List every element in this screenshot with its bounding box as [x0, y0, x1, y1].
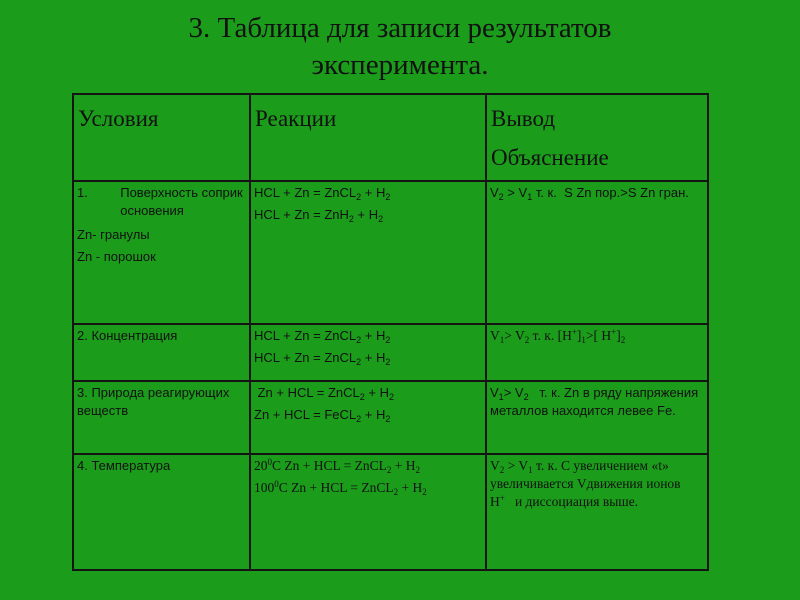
header-conclusion-line2: Объяснение — [491, 145, 609, 170]
row1-title: Поверхность соприкосновения — [120, 185, 243, 218]
row1-powder: Zn - порошок — [77, 249, 156, 264]
row2-reaction2: HCL + Zn = ZnCL$_2$ + $H_2$ — [254, 350, 391, 367]
row2-reaction1: HCL + Zn = ZnCL$_2$ + $H_2$ — [254, 328, 391, 345]
row1-reaction1: HCL + Zn = ZnCL$_2$ + $H_2$ — [254, 185, 391, 202]
row2-condition: 2. Концентрация — [73, 324, 250, 381]
row3-reactions — [250, 381, 486, 454]
row1-condition — [73, 181, 250, 324]
row2-reactions — [250, 324, 486, 381]
row4-conclusion: $V_2 > V_1$ т. к. С увеличением «t» увеличивается Vдвижения ионов H+ и диссоциация выше. — [486, 454, 708, 570]
header-reactions: Реакции — [250, 94, 486, 181]
title-line-2: эксперимента. — [311, 49, 489, 81]
row4-reaction1: $20^0С$ Zn + HCL = ZnCL$_2$ + $H_2$ — [254, 457, 420, 475]
row4-condition: 4. Температура — [73, 454, 250, 570]
row3-reaction2: Zn + HCL = FeCL$_2$ + $H_2$ — [254, 407, 391, 424]
header-conclusion-line1: Вывод — [491, 106, 556, 131]
results-table — [72, 93, 709, 571]
title-line-1: 3. Таблица для записи результатов — [188, 12, 612, 44]
row1-reactions — [250, 181, 486, 324]
row1-number: 1. — [77, 185, 88, 200]
slide-title — [0, 10, 800, 84]
row1-reaction2: HCL + $Zn = ZnH_2 + H_2$ — [254, 207, 384, 224]
header-row — [73, 94, 708, 181]
row2-conclusion: $V_1> V_2$ т. к. $[H^+]_1>$[ $H^+]_2$ — [486, 324, 708, 381]
row4-reactions — [250, 454, 486, 570]
row1-conclusion: $V_2 > V_1$ т. к. S Zn пор.>S Zn гран. — [486, 181, 708, 324]
table-row — [73, 381, 708, 454]
row3-conclusion: $V_1> V_2$ т. к. Zn в ряду напряжения металлов находится левее Fe. — [486, 381, 708, 454]
row4-reaction2: $100^0С$ Zn + HCL = ZnCL$_2$ + $H_2$ — [254, 479, 427, 497]
row1-granules: Zn- гранулы — [77, 227, 150, 242]
row3-condition: 3. Природа реагирующих веществ — [73, 381, 250, 454]
row1-condition-item — [77, 184, 246, 220]
table-row — [73, 181, 708, 324]
row3-reaction1: Zn + HCL = ZnCL$_2$ + $H_2$ — [254, 385, 394, 402]
table-row — [73, 454, 708, 570]
table-row — [73, 324, 708, 381]
header-conclusion — [486, 94, 708, 181]
header-conditions: Условия — [73, 94, 250, 181]
